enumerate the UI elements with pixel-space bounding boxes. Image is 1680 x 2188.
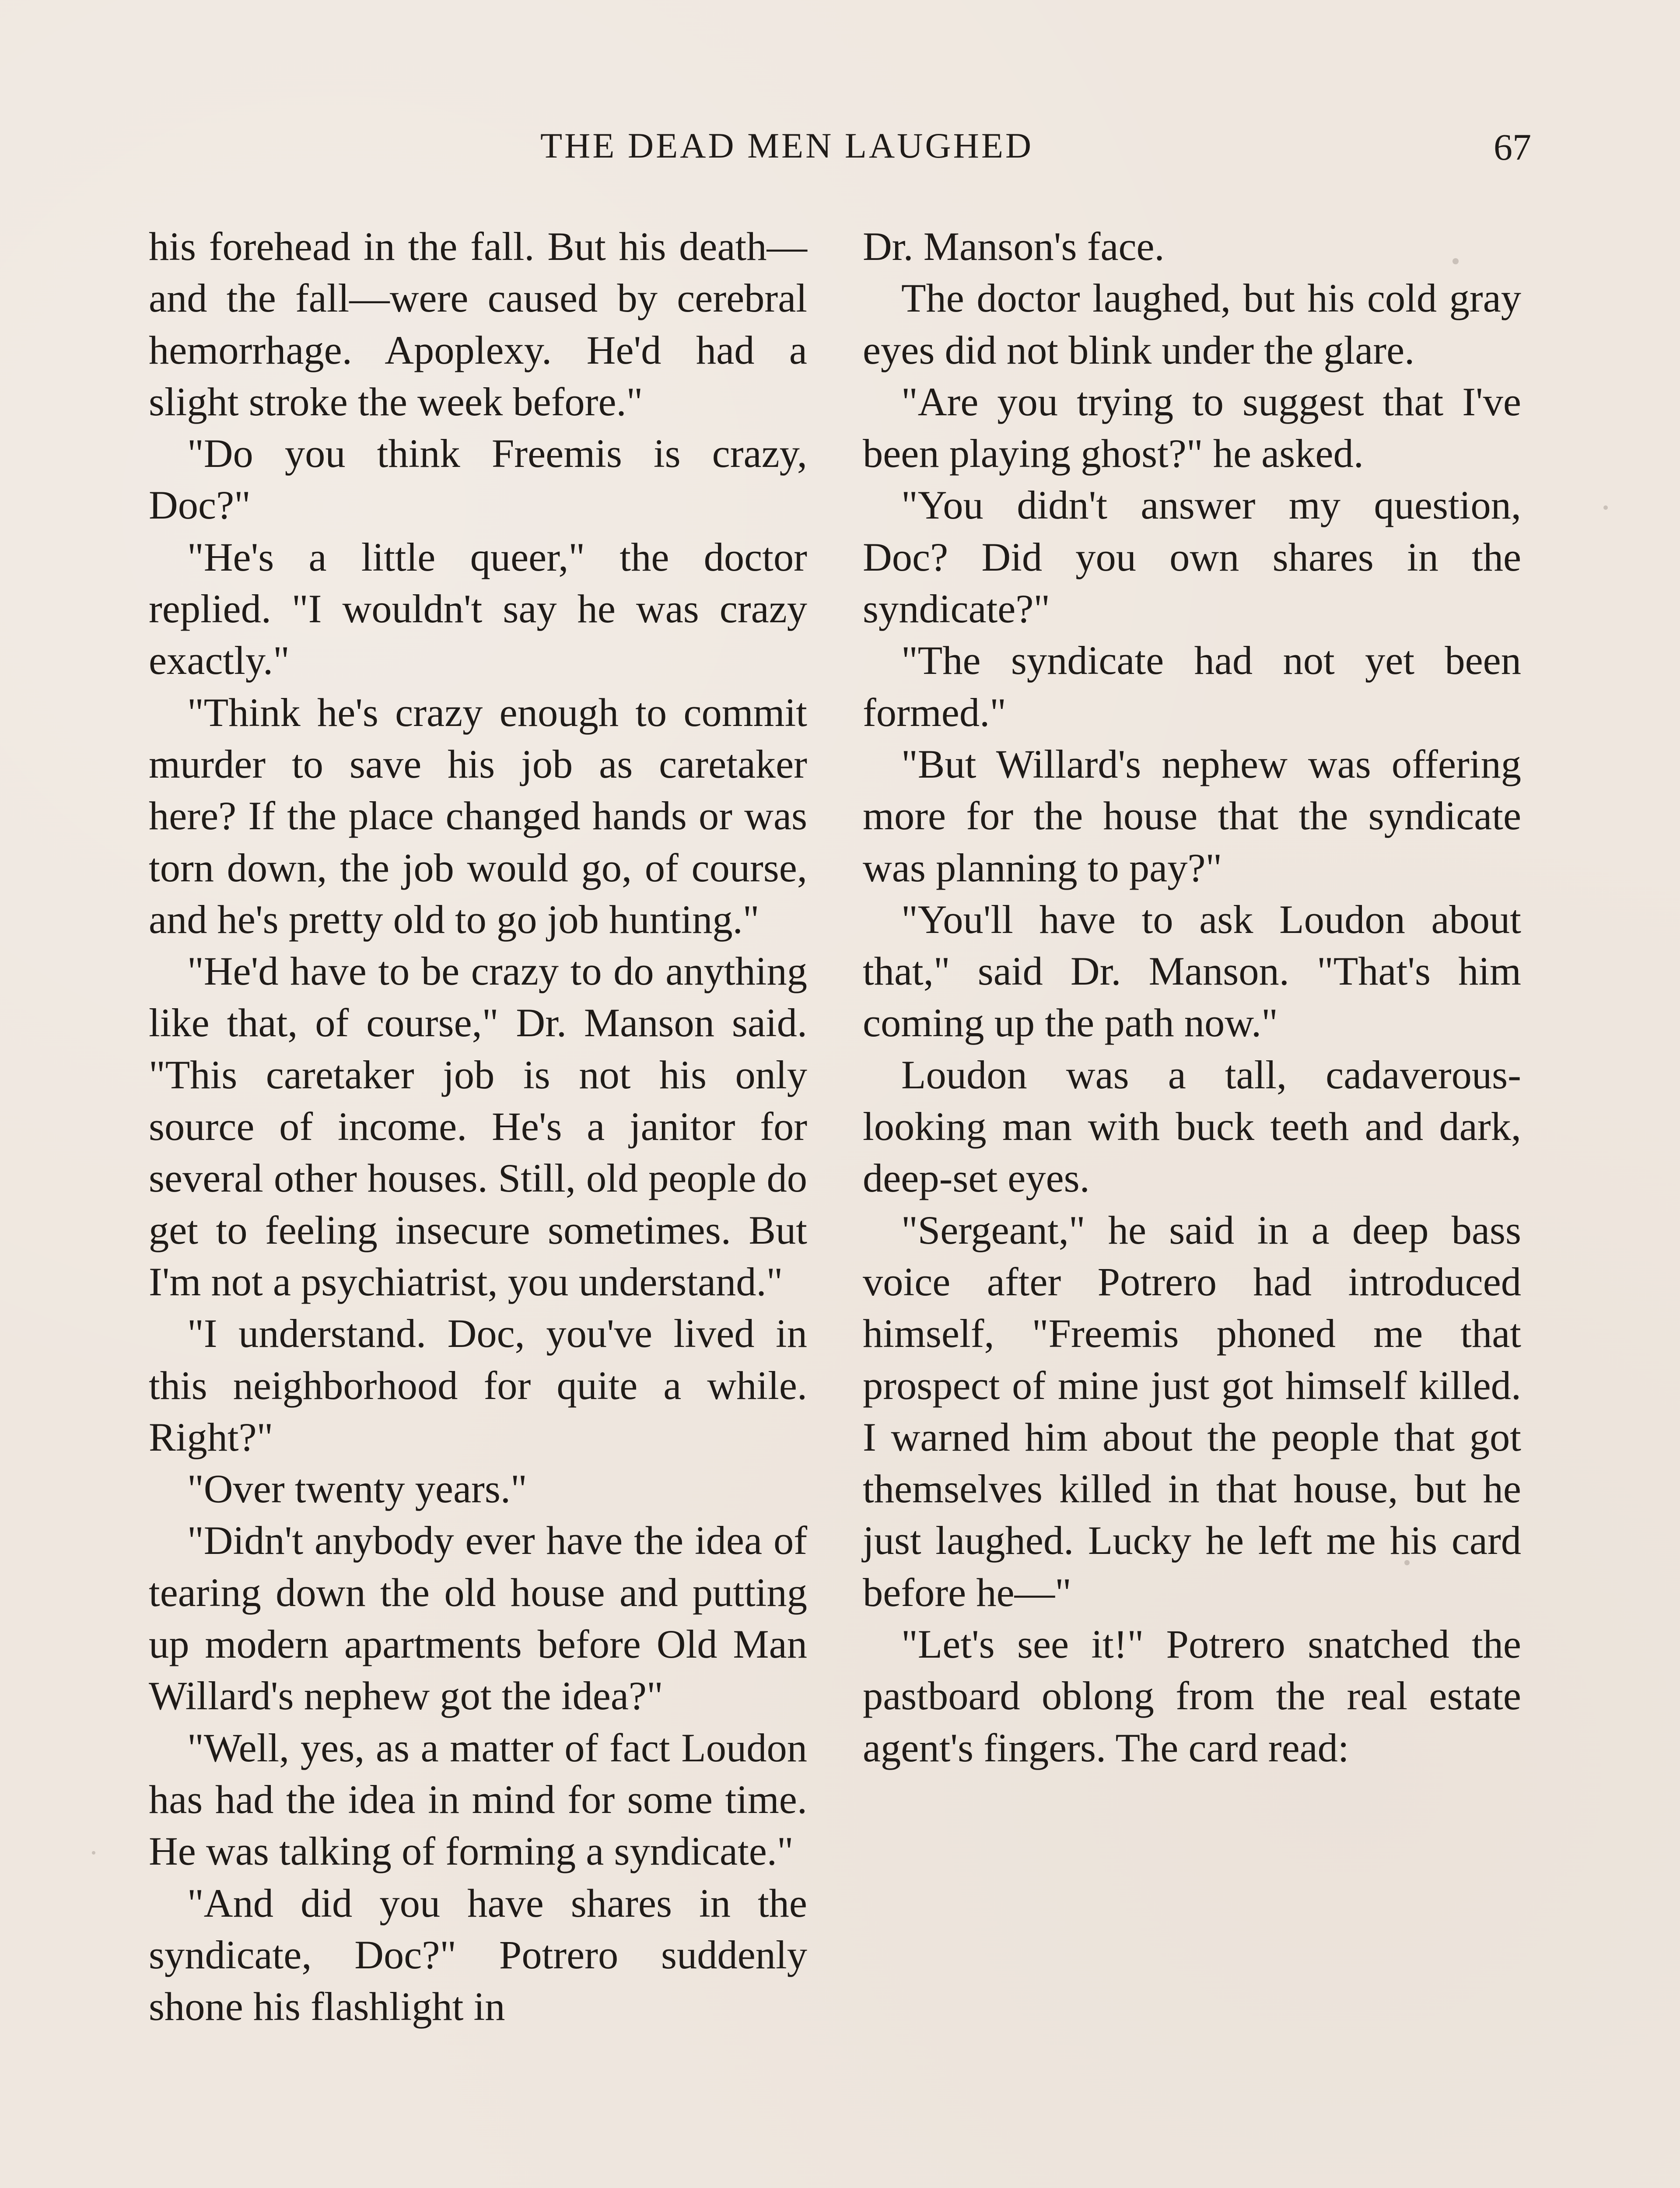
right-paragraph-1: Dr. Manson's face. [863, 224, 1165, 269]
left-paragraph-5: "He'd have to be crazy to do anything like that, of course," Dr. Manson said. "This caretaker job is not his only source of income. He's a janitor for several other houses. Still, old people do get to feeling insecure sometimes. But I'm not a psychiatrist, you understand." [149, 949, 807, 1304]
left-paragraph-7: "Over twenty years." [187, 1467, 527, 1512]
right-paragraph-9: "Sergeant," he said in a deep bass voice after Potrero had introduced himself, "Freemis phoned me that prospect of mine just got himself killed. I warned him about the people that got themselves killed in that house, but he just laughed. Lucky he left me his card before he—" [863, 1208, 1521, 1615]
left-paragraph-4: "Think he's crazy enough to commit murder to save his job as caretaker here? If the place changed hands or was torn down, the job would go, of course, and he's pretty old to go job hunting." [149, 690, 807, 942]
page-number: 67 [1494, 126, 1531, 168]
paper-speck [1603, 505, 1608, 510]
right-column [863, 221, 1521, 1774]
right-paragraph-8: Loudon was a tall, cadaverous-looking man with buck teeth and dark, deep-set eyes. [863, 1052, 1521, 1201]
left-paragraph-10: "And did you have shares in the syndicate, Doc?" Potrero suddenly shone his flashlight in [149, 1881, 807, 2030]
left-paragraph-8: "Didn't anybody ever have the idea of tearing down the old house and putting up modern apartments before Old Man Willard's nephew got the idea?" [149, 1518, 807, 1719]
right-paragraph-10: "Let's see it!" Potrero snatched the pastboard oblong from the real estate agent's fingers. The card read: [863, 1622, 1521, 1771]
right-paragraph-3: "Are you trying to suggest that I've been playing ghost?" he asked. [863, 379, 1521, 477]
left-paragraph-1: his forehead in the fall. But his death—and the fall—were caused by cerebral hemorrhage. Apoplexy. He'd had a slight stroke the week before." [149, 224, 807, 424]
right-paragraph-2: The doctor laughed, but his cold gray eyes did not blink under the glare. [863, 276, 1521, 373]
left-paragraph-6: "I understand. Doc, you've lived in this neighborhood for quite a while. Right?" [149, 1311, 807, 1460]
left-paragraph-9: "Well, yes, as a matter of fact Loudon has had the idea in mind for some time. He was talking of forming a syndicate." [149, 1725, 807, 1874]
left-column [149, 221, 807, 2033]
left-paragraph-2: "Do you think Freemis is crazy, Doc?" [149, 431, 807, 528]
right-paragraph-6: "But Willard's nephew was offering more for the house that the syndicate was planning to pay?" [863, 742, 1521, 891]
running-head: THE DEAD MEN LAUGHED [540, 126, 1034, 165]
right-paragraph-7: "You'll have to ask Loudon about that," said Dr. Manson. "That's him coming up the path now." [863, 897, 1521, 1046]
paper-speck [1404, 1560, 1410, 1565]
left-paragraph-3: "He's a little queer," the doctor replied. "I wouldn't say he was crazy exactly." [149, 535, 807, 684]
right-paragraph-4: "You didn't answer my question, Doc? Did you own shares in the syndicate?" [863, 483, 1521, 632]
right-paragraph-5: "The syndicate had not yet been formed." [863, 638, 1521, 735]
paper-speck [1452, 258, 1459, 264]
paper-speck [92, 1851, 95, 1855]
